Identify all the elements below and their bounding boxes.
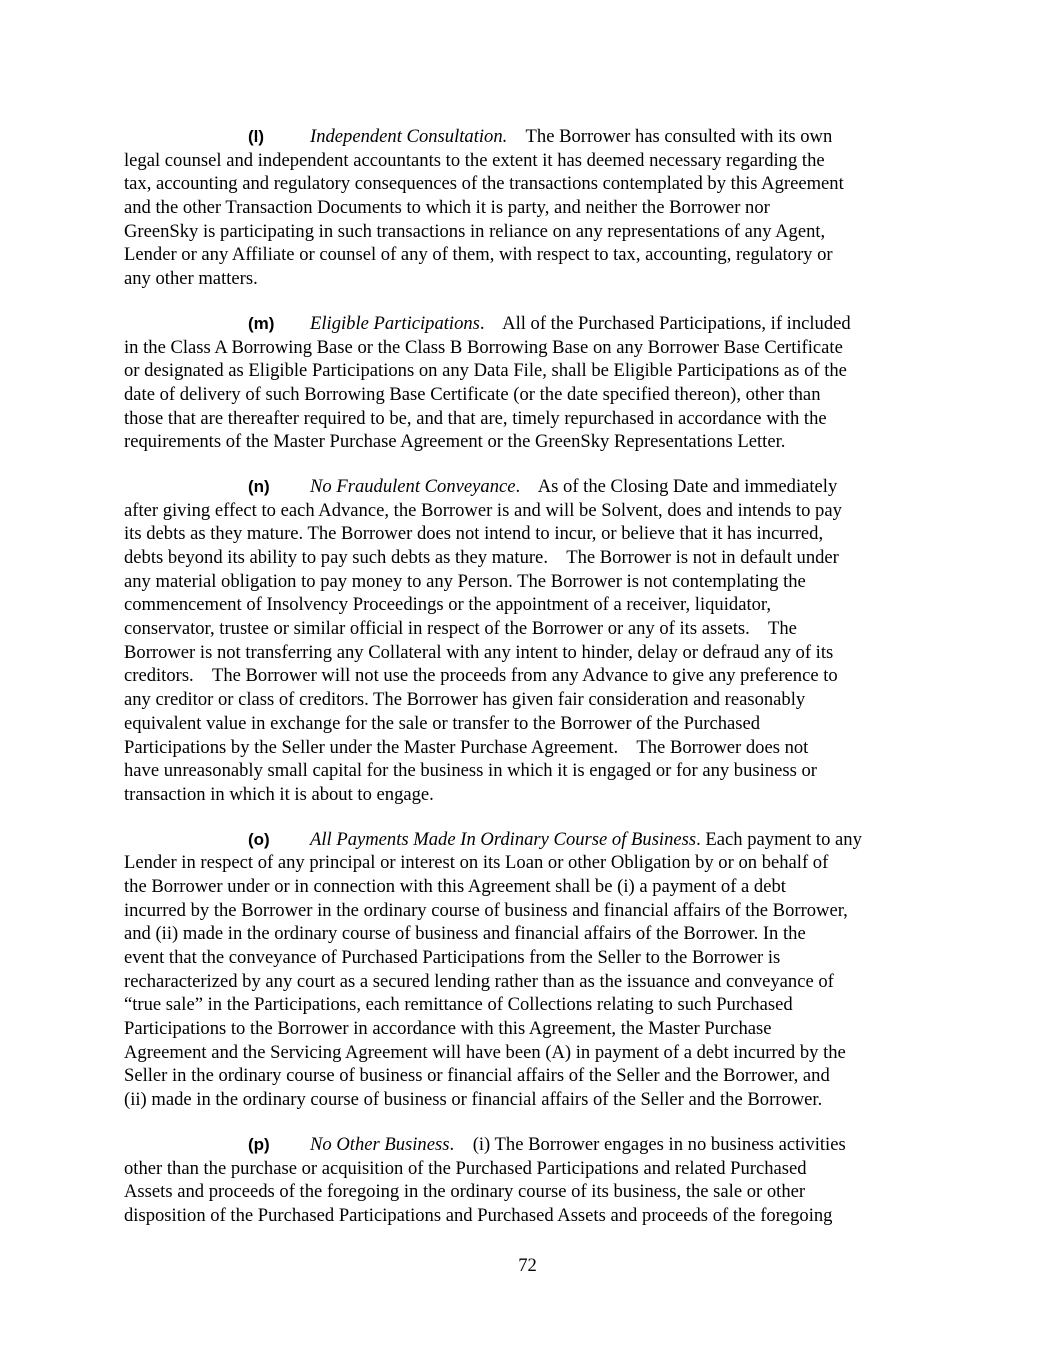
section-title: No Other Business xyxy=(310,1133,450,1155)
text-line: Lender or any Affiliate or counsel of any of them, with respect to tax, accounting, regulatory or xyxy=(124,244,833,266)
text-line: Borrower is not transferring any Collateral with any intent to hinder, delay or defraud any of its xyxy=(124,641,834,663)
text-line: the Borrower under or in connection with this Agreement shall be (i) a payment of a debt xyxy=(124,875,786,897)
section-text: The Borrower has consulted with its own xyxy=(507,126,833,147)
text-line: legal counsel and independent accountants to the extent it has deemed necessary regarding the xyxy=(124,149,825,171)
text-line: debts beyond its ability to pay such debts as they mature. The Borrower is not in default under xyxy=(124,547,839,568)
section-label: (o) xyxy=(248,829,270,849)
section-text: . As of the Closing Date and immediately xyxy=(515,475,838,497)
text-line: “true sale” in the Participations, each remittance of Collections relating to such Purchased xyxy=(124,994,793,1016)
text-line: tax, accounting and regulatory consequences of the transactions contemplated by this Agreement xyxy=(124,173,844,195)
text-line: equivalent value in exchange for the sale or transfer to the Borrower of the Purchased xyxy=(124,712,761,734)
text-line: Participations by the Seller under the Master Purchase Agreement. The Borrower does not xyxy=(124,736,809,758)
text-line: GreenSky is participating in such transactions in reliance on any representations of any Agent, xyxy=(124,220,826,242)
section-title: Independent Consultation. xyxy=(310,126,508,147)
text-line: Agreement and the Servicing Agreement will have been (A) in payment of a debt incurred by the xyxy=(124,1041,846,1063)
section-n xyxy=(124,475,955,807)
text-line: conservator, trustee or similar official in respect of the Borrower or any of its assets. The xyxy=(124,618,797,640)
text-line: any material obligation to pay money to any Person. The Borrower is not contemplating the xyxy=(124,570,806,592)
section-o xyxy=(124,828,955,1112)
text-line: event that the conveyance of Purchased Participations from the Seller to the Borrower is xyxy=(124,947,781,968)
section-heading-line xyxy=(124,125,955,149)
section-heading-line xyxy=(124,828,955,852)
text-line: commencement of Insolvency Proceedings or the appointment of a receiver, liquidator, xyxy=(124,594,772,616)
section-title: All Payments Made In Ordinary Course of Business xyxy=(310,828,697,850)
text-line: recharacterized by any court as a secured lending rather than as the issuance and conveyance of xyxy=(124,970,834,992)
section-m xyxy=(124,312,955,454)
text-line: after giving effect to each Advance, the Borrower is and will be Solvent, does and intends to pay xyxy=(124,499,842,521)
text-line: (ii) made in the ordinary course of business or financial affairs of the Seller and the Borrower. xyxy=(124,1089,823,1111)
text-line: Participations to the Borrower in accordance with this Agreement, the Master Purchase xyxy=(124,1018,772,1040)
section-label: (p) xyxy=(248,1134,270,1154)
document-body xyxy=(124,125,955,1249)
section-title: Eligible Participations xyxy=(310,312,480,334)
section-label: (n) xyxy=(248,476,270,496)
section-label: (m) xyxy=(248,313,275,333)
text-line: in the Class A Borrowing Base or the Class B Borrowing Base on any Borrower Base Certificate xyxy=(124,336,843,358)
section-heading-line xyxy=(124,475,955,499)
text-line: creditors. The Borrower will not use the proceeds from any Advance to give any preference to xyxy=(124,665,838,687)
section-p xyxy=(124,1133,955,1228)
section-l xyxy=(124,125,955,291)
text-line: those that are thereafter required to be, and that are, timely repurchased in accordance with the xyxy=(124,407,827,429)
section-text: . All of the Purchased Participations, if included xyxy=(479,312,851,334)
text-line: or designated as Eligible Participations on any Data File, shall be Eligible Participations as of the xyxy=(124,360,847,382)
text-line: and (ii) made in the ordinary course of business and financial affairs of the Borrower. In the xyxy=(124,923,806,945)
section-text: . (i) The Borrower engages in no business activities xyxy=(449,1133,846,1155)
text-line: and the other Transaction Documents to which it is party, and neither the Borrower nor xyxy=(124,197,770,219)
text-line: its debts as they mature. The Borrower does not intend to incur, or believe that it has incurred, xyxy=(124,523,824,545)
section-text: . Each payment to any xyxy=(696,828,862,850)
text-line: Seller in the ordinary course of business or financial affairs of the Seller and the Borrower, and xyxy=(124,1065,830,1087)
text-line: Lender in respect of any principal or interest on its Loan or other Obligation by or on behalf of xyxy=(124,852,829,874)
text-line: disposition of the Purchased Participations and Purchased Assets and proceeds of the foregoing xyxy=(124,1204,833,1226)
section-heading-line xyxy=(124,1133,955,1157)
text-line: have unreasonably small capital for the business in which it is engaged or for any business or xyxy=(124,760,817,782)
page-number: 72 xyxy=(518,1255,537,1276)
text-line: date of delivery of such Borrowing Base Certificate (or the date specified thereon), other than xyxy=(124,383,821,405)
section-title: No Fraudulent Conveyance xyxy=(310,475,516,497)
text-line: incurred by the Borrower in the ordinary course of business and financial affairs of the Borrower, xyxy=(124,899,848,921)
text-line: any creditor or class of creditors. The Borrower has given fair consideration and reasonably xyxy=(124,689,806,711)
text-line: Assets and proceeds of the foregoing in the ordinary course of its business, the sale or other xyxy=(124,1181,806,1203)
text-line: transaction in which it is about to engage. xyxy=(124,783,434,805)
text-line: requirements of the Master Purchase Agreement or the GreenSky Representations Letter. xyxy=(124,431,786,453)
section-heading-line xyxy=(124,312,955,336)
text-line: other than the purchase or acquisition of the Purchased Participations and related Purchased xyxy=(124,1157,807,1179)
section-label: (l) xyxy=(248,127,265,146)
text-line: any other matters. xyxy=(124,268,258,290)
